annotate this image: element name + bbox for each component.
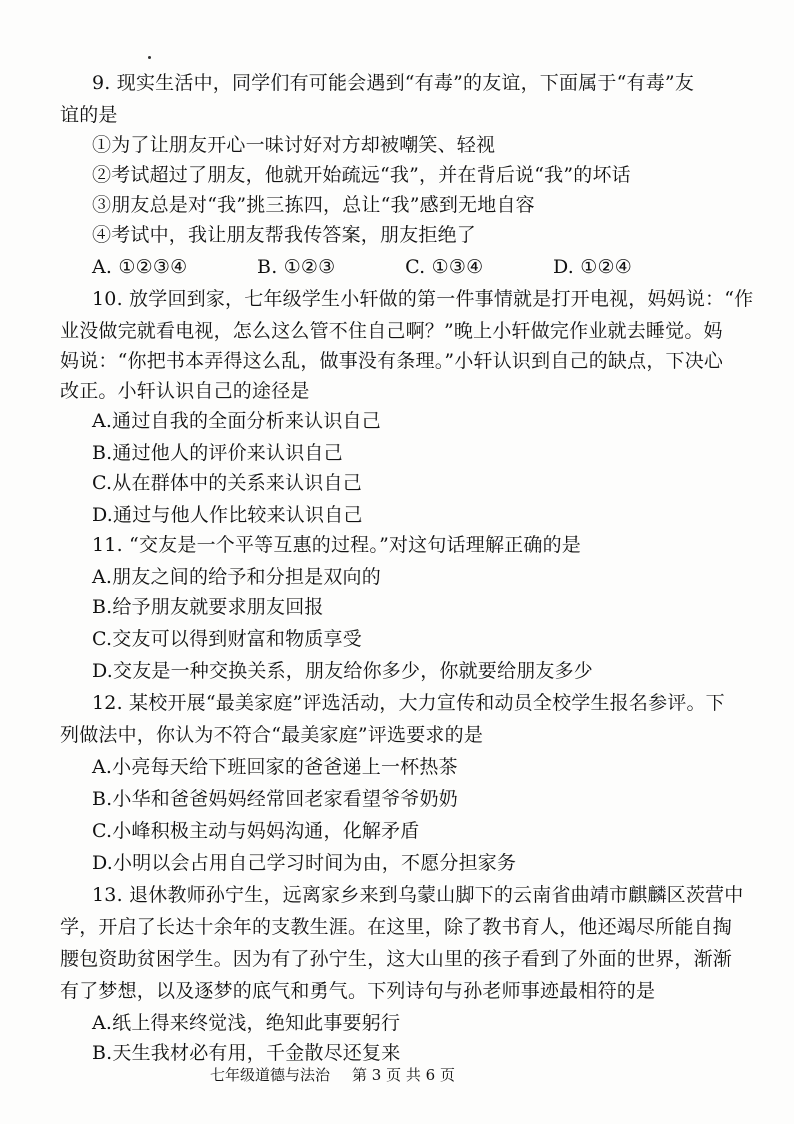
q13-stem-line-3: 腰包资助贫困学生。因为有了孙宁生，这大山里的孩子看到了外面的世界，渐渐 bbox=[60, 948, 733, 970]
q9-item-4: ④考试中，我让朋友帮我传答案，朋友拒绝了 bbox=[92, 224, 477, 246]
q13-stem-line-1: 13. 退休教师孙宁生，远离家乡来到乌蒙山脚下的云南省曲靖市麒麟区茨营中 bbox=[92, 884, 744, 906]
q9-item-3: ③朋友总是对“我”挑三拣四，总让“我”感到无地自容 bbox=[92, 194, 535, 216]
q11-option-b: B.给予朋友就要求朋友回报 bbox=[92, 596, 324, 618]
q9-option-b: B. ①②③ bbox=[257, 256, 336, 278]
q12-option-c: C.小峰积极主动与妈妈沟通，化解矛盾 bbox=[92, 820, 420, 842]
q9-option-d: D. ①②④ bbox=[553, 256, 632, 278]
q9-option-a: A. ①②③④ bbox=[92, 256, 188, 278]
q11-option-d: D.交友是一种交换关系，朋友给你多少，你就要给朋友多少 bbox=[92, 660, 593, 682]
q10-option-b: B.通过他人的评价来认识自己 bbox=[92, 442, 343, 464]
q9-option-c: C. ①③④ bbox=[405, 256, 484, 278]
page-footer bbox=[210, 1064, 540, 1086]
q12-option-b: B.小华和爸爸妈妈经常回老家看望爷爷奶奶 bbox=[92, 788, 459, 810]
q9-stem-line-2: 谊的是 bbox=[60, 104, 118, 126]
footer-page-number: 第 3 页 共 6 页 bbox=[352, 1066, 455, 1084]
q12-option-a: A.小亮每天给下班回家的爸爸递上一杯热茶 bbox=[92, 756, 458, 778]
q13-option-b: B.天生我材必有用，千金散尽还复来 bbox=[92, 1042, 401, 1064]
q11-option-c: C.交友可以得到财富和物质享受 bbox=[92, 628, 362, 650]
q10-option-a: A.通过自我的全面分析来认识自己 bbox=[92, 410, 381, 432]
q10-stem-line-4: 改正。小轩认识自己的途径是 bbox=[60, 380, 310, 402]
q10-stem-line-1: 10. 放学回到家，七年级学生小轩做的第一件事情就是打开电视，妈妈说：“作 bbox=[92, 288, 754, 310]
footer-subject: 七年级道德与法治 bbox=[210, 1066, 331, 1084]
q10-option-d: D.通过与他人作比较来认识自己 bbox=[92, 504, 363, 526]
q11-option-a: A.朋友之间的给予和分担是双向的 bbox=[92, 566, 381, 588]
q12-stem-line-1: 12. 某校开展“最美家庭”评选活动，大力宣传和动员全校学生报名参评。下 bbox=[92, 692, 725, 714]
q11-stem: 11. “交友是一个平等互惠的过程。”对这句话理解正确的是 bbox=[92, 534, 581, 556]
q10-stem-line-2: 业没做完就看电视，怎么这么管不住自己啊？”晚上小轩做完作业就去睡觉。妈 bbox=[60, 320, 723, 342]
scan-speck bbox=[148, 56, 151, 59]
q12-stem-line-2: 列做法中，你认为不符合“最美家庭”评选要求的是 bbox=[60, 724, 484, 746]
q10-stem-line-3: 妈说：“你把书本弄得这么乱，做事没有条理。”小轩认识到自己的缺点，下决心 bbox=[60, 350, 724, 372]
q10-option-c: C.从在群体中的关系来认识自己 bbox=[92, 472, 362, 494]
q9-options bbox=[92, 252, 632, 282]
q9-item-2: ②考试超过了朋友，他就开始疏远“我”，并在背后说“我”的坏话 bbox=[92, 164, 631, 186]
q13-stem-line-2: 学，开启了长达十余年的支教生涯。在这里，除了教书育人，他还竭尽所能自掏 bbox=[60, 916, 733, 938]
q13-option-a: A.纸上得来终觉浅，绝知此事要躬行 bbox=[92, 1012, 401, 1034]
q13-stem-line-4: 有了梦想，以及逐梦的底气和勇气。下列诗句与孙老师事迹最相符的是 bbox=[60, 980, 656, 1002]
q12-option-d: D.小明以会占用自己学习时间为由，不愿分担家务 bbox=[92, 852, 517, 874]
q9-stem-line-1: 9. 现实生活中，同学们有可能会遇到“有毒”的友谊，下面属于“有毒”友 bbox=[92, 72, 695, 94]
q9-item-1: ①为了让朋友开心一味讨好对方却被嘲笑、轻视 bbox=[92, 134, 496, 156]
